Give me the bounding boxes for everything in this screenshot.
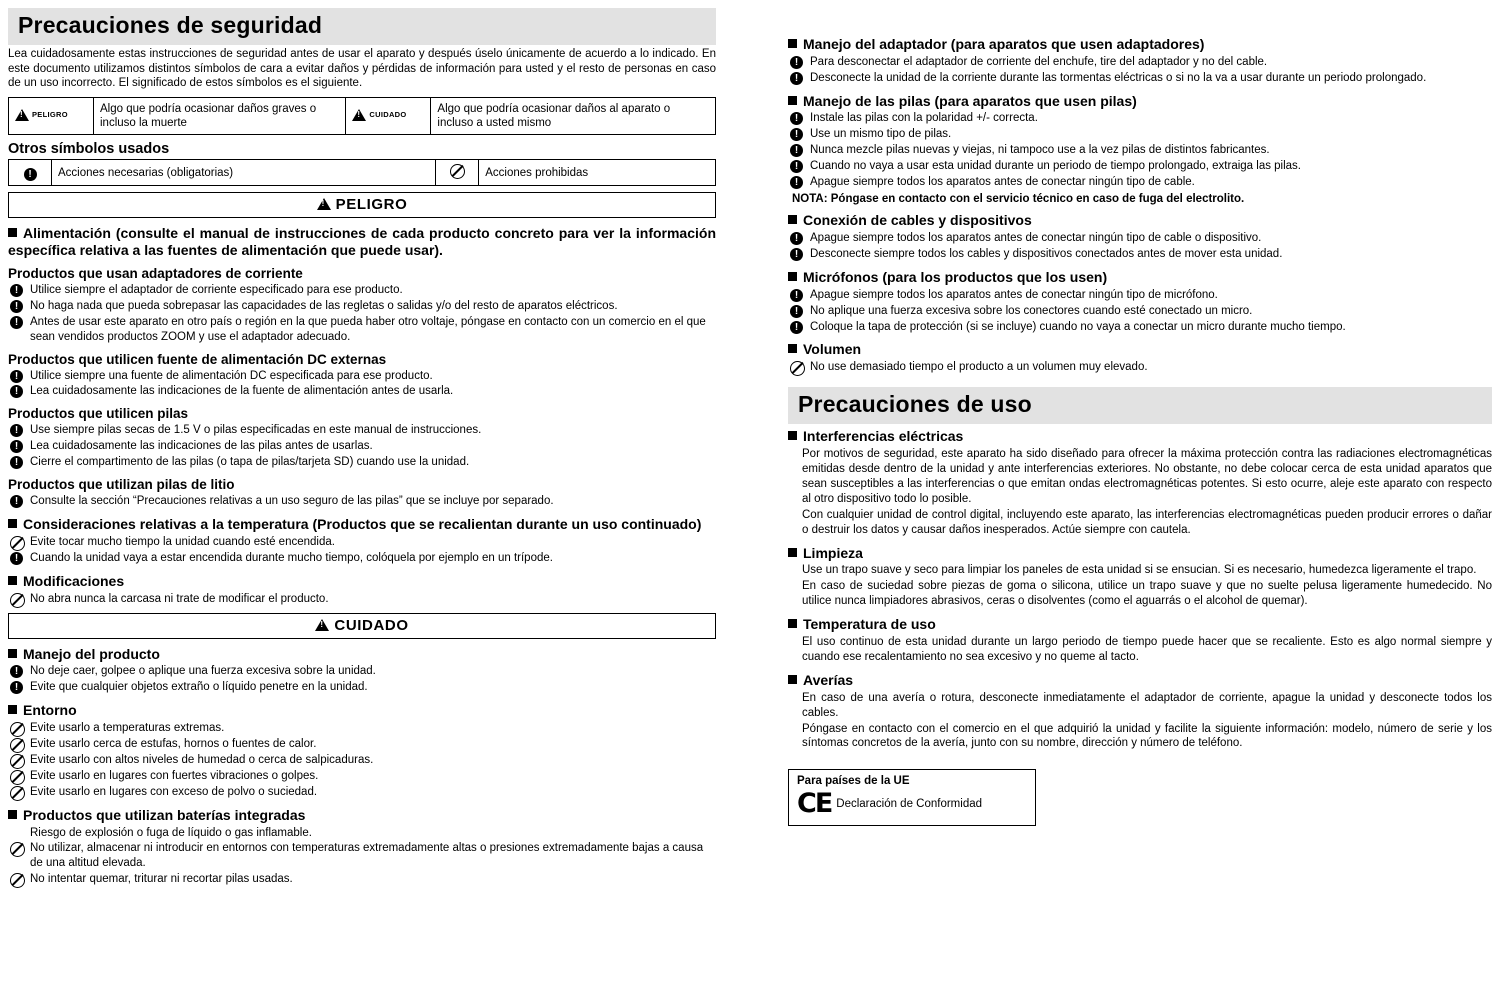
black-square-icon xyxy=(788,548,797,557)
list-item-text: No abra nunca la carcasa ni trate de modificar el producto. xyxy=(30,592,329,605)
prohibited-circle-icon xyxy=(10,842,25,857)
right-column xyxy=(788,8,1492,826)
exclamation-filled-circle-icon: ! xyxy=(790,176,803,189)
black-square-icon xyxy=(8,519,17,528)
black-square-icon xyxy=(788,39,797,48)
exclamation-filled-circle-icon: ! xyxy=(10,440,23,453)
list-item xyxy=(8,283,716,298)
subsection-title-dc-externas: Productos que utilicen fuente de alimentación DC externas xyxy=(8,351,387,367)
table-row xyxy=(9,98,716,135)
black-square-icon xyxy=(8,810,17,819)
exclamation-filled-circle-icon: ! xyxy=(790,160,803,173)
list-item xyxy=(788,143,1492,158)
list-item-text: Evite que cualquier objetos extraño o líquido penetre en la unidad. xyxy=(30,681,368,694)
list-item xyxy=(8,439,716,454)
list-item-text: Apague siempre todos los aparatos antes de conectar ningún tipo de micrófono. xyxy=(810,288,1218,301)
black-square-icon xyxy=(788,675,797,684)
list-item xyxy=(788,320,1492,335)
list-item xyxy=(8,872,716,887)
exclamation-filled-circle-icon: ! xyxy=(790,289,803,302)
list-item xyxy=(8,769,716,784)
limpieza-paragraph-1: Use un trapo suave y seco para limpiar los paneles de esta unidad si se ensucian. Si es necesario, humedezca ligeramente el trapo. xyxy=(802,564,1477,577)
exclamation-filled-circle-icon: ! xyxy=(10,495,23,508)
exclamation-filled-circle-icon: ! xyxy=(10,665,23,678)
warning-triangle-icon-cell xyxy=(9,98,94,135)
list-item-text: Para desconectar el adaptador de corriente del enchufe, tire del adaptador y no del cable. xyxy=(810,55,1268,68)
section-heading-text: Averías xyxy=(803,671,854,688)
section-heading-baterias-integradas xyxy=(8,807,716,824)
list-item-text: Utilice siempre el adaptador de corriente especificado para ese producto. xyxy=(30,283,403,296)
list-item xyxy=(8,455,716,470)
other-symbols-table xyxy=(8,159,716,186)
list-item-text: Desconecte siempre todos los cables y dispositivos conectados antes de mover esta unidad. xyxy=(810,247,1283,260)
list-item-text: Nunca mezcle pilas nuevas y viejas, ni tampoco use a la vez pilas de distintos fabricantes. xyxy=(810,144,1270,157)
prohibited-circle-icon xyxy=(10,873,25,888)
list-microfonos xyxy=(788,288,1492,335)
other-symbols-title: Otros símbolos usados xyxy=(8,141,170,158)
list-dc-externas xyxy=(8,369,716,400)
section-heading-text: Modificaciones xyxy=(23,572,125,589)
section-heading-text: Manejo de las pilas (para aparatos que usen pilas) xyxy=(803,92,1137,109)
black-square-icon xyxy=(8,649,17,658)
list-item xyxy=(788,360,1492,375)
list-item xyxy=(8,384,716,399)
list-item-text: Lea cuidadosamente las indicaciones de las pilas antes de usarlas. xyxy=(30,440,373,453)
list-item xyxy=(8,551,716,566)
black-square-icon xyxy=(788,96,797,105)
list-item-text: Consulte la sección “Precauciones relativas a un uso seguro de las pilas” que se incluye por separado. xyxy=(30,495,554,508)
exclamation-filled-circle-icon-cell xyxy=(9,160,52,186)
list-item xyxy=(788,175,1492,190)
section-heading-text: Micrófonos (para los productos que los usen) xyxy=(803,268,1108,285)
list-item-text: Evite tocar mucho tiempo la unidad cuando esté encendida. xyxy=(30,535,335,548)
list-item xyxy=(788,247,1492,262)
list-item-text: Lea cuidadosamente las indicaciones de la fuente de alimentación antes de usarla. xyxy=(30,385,454,398)
list-item-text: No deje caer, golpee o aplique una fuerza excesiva sobre la unidad. xyxy=(30,665,376,678)
prohibited-circle-icon xyxy=(10,722,25,737)
section-heading-temperatura-uso xyxy=(788,616,1492,633)
list-item-text: Coloque la tapa de protección (si se incluye) cuando no vaya a conectar un micro durante mucho tiempo. xyxy=(810,320,1346,333)
list-manejo-producto xyxy=(8,664,716,695)
list-modificaciones xyxy=(8,592,716,607)
danger-alert-bar xyxy=(8,192,716,218)
ce-box-title: Para países de la UE xyxy=(797,775,910,788)
section-heading-text: Manejo del producto xyxy=(23,645,160,662)
list-item-text: Utilice siempre una fuente de alimentación DC especificada para ese producto. xyxy=(30,369,433,382)
section-heading-text: Manejo del adaptador (para aparatos que usen adaptadores) xyxy=(803,36,1205,52)
symbol-description: Acciones necesarias (obligatorias) xyxy=(52,160,436,186)
exclamation-filled-circle-icon: ! xyxy=(790,72,803,85)
list-item xyxy=(8,315,716,345)
black-square-icon xyxy=(788,272,797,281)
exclamation-filled-circle-icon: ! xyxy=(790,128,803,141)
section-heading-text: Interferencias eléctricas xyxy=(803,428,964,445)
warning-triangle-icon xyxy=(315,619,329,631)
exclamation-filled-circle-icon: ! xyxy=(10,456,23,469)
limpieza-paragraph-2: En caso de suciedad sobre piezas de goma o silicona, utilice un trapo suave y que no suelte pelusa ligeramente humedecido. No utilice nunca limpiadores abrasivos, ceras o disolventes (como el aguarrás o el alcohol de quemar). xyxy=(802,580,1492,608)
subsection-title-litio: Productos que utilizan pilas de litio xyxy=(8,477,235,493)
temperatura-uso-paragraph-1: El uso continuo de esta unidad durante un largo periodo de tiempo puede hacer que se recaliente. Esto es algo normal siempre y cuando ese recalentamiento no sea excesivo y no queme al tacto. xyxy=(802,636,1492,663)
symbol-description: Acciones prohibidas xyxy=(479,160,716,186)
section-heading-volumen xyxy=(788,341,1492,358)
exclamation-filled-circle-icon: ! xyxy=(10,385,23,398)
section-heading-temperatura xyxy=(8,516,716,533)
symbol-label: CUIDADO xyxy=(369,110,407,120)
warning-triangle-icon xyxy=(15,109,29,121)
exclamation-filled-circle-icon: ! xyxy=(790,112,803,125)
list-item-text: Evite usarlo en lugares con fuertes vibraciones o golpes. xyxy=(30,769,319,782)
section-heading-alimentacion xyxy=(8,225,716,259)
list-item xyxy=(8,494,716,509)
warning-triangle-icon xyxy=(352,109,366,121)
use-precautions-title: Precauciones de uso xyxy=(798,391,1032,418)
list-conexion-cables xyxy=(788,231,1492,262)
prohibited-circle-icon-cell xyxy=(436,160,479,186)
section-heading-manejo-adaptador xyxy=(788,36,1492,53)
list-item-text: Cierre el compartimento de las pilas (o tapa de pilas/tarjeta SD) cuando use la unidad. xyxy=(30,456,470,469)
list-volumen xyxy=(788,360,1492,375)
list-item xyxy=(8,737,716,752)
list-item xyxy=(8,369,716,384)
exclamation-filled-circle-icon: ! xyxy=(790,305,803,318)
section-heading-modificaciones xyxy=(8,573,716,590)
list-item xyxy=(788,231,1492,246)
list-item-text: Evite usarlo a temperaturas extremas. xyxy=(30,722,225,735)
list-item-text: Antes de usar este aparato en otro país o región en la que pueda haber otro voltaje, póngase en contacto con un comercio en el que sean vendidos productos ZOOM y use el adaptador adecuado. xyxy=(30,315,706,343)
section-heading-text: Temperatura de uso xyxy=(803,616,936,633)
averias-paragraph-1: En caso de una avería o rotura, desconecte inmediatamente el adaptador de corriente, apague la unidad y desconecte todos los cables. xyxy=(802,691,1492,719)
black-square-icon xyxy=(788,619,797,628)
list-item xyxy=(8,680,716,695)
baterias-lead-text: Riesgo de explosión o fuga de líquido o gas inflamable. xyxy=(30,826,312,839)
list-item-text: No intentar quemar, triturar ni recortar pilas usadas. xyxy=(30,873,293,886)
list-item-text: Evite usarlo con altos niveles de humedad o cerca de salpicaduras. xyxy=(30,753,374,766)
danger-alert-label: PELIGRO xyxy=(335,196,408,214)
table-row xyxy=(9,160,716,186)
left-column xyxy=(8,8,716,888)
list-manejo-adaptador xyxy=(788,55,1492,86)
section-heading-interferencias xyxy=(788,428,1492,445)
list-item xyxy=(8,664,716,679)
exclamation-filled-circle-icon: ! xyxy=(10,300,23,313)
section-heading-text: Conexión de cables y dispositivos xyxy=(803,212,1032,229)
list-item xyxy=(788,71,1492,86)
exclamation-filled-circle-icon: ! xyxy=(790,321,803,334)
prohibited-circle-icon xyxy=(790,361,805,376)
section-heading-microfonos xyxy=(788,269,1492,286)
list-item-text: No use demasiado tiempo el producto a un volumen muy elevado. xyxy=(810,361,1148,374)
prohibited-circle-icon xyxy=(10,770,25,785)
exclamation-filled-circle-icon: ! xyxy=(790,248,803,261)
caution-alert-label: CUIDADO xyxy=(334,616,409,634)
section-heading-text: Entorno xyxy=(23,702,77,719)
list-item xyxy=(8,535,716,550)
section-heading-text: Volumen xyxy=(803,341,862,358)
list-entorno xyxy=(8,721,716,800)
black-square-icon xyxy=(8,705,17,714)
exclamation-filled-circle-icon: ! xyxy=(10,284,23,297)
black-square-icon xyxy=(8,228,17,237)
exclamation-filled-circle-icon: ! xyxy=(10,316,23,329)
interferencias-paragraph-1: Por motivos de seguridad, este aparato ha sido diseñado para ofrecer la máxima protección contra las radiaciones electromagnéticas emitidas desde dentro de la unidad y ante interferencias exteriores. No obstante, no debe colocar cerca de esta unidad aparatos que sean susceptibles a las interferencias o que emitan ondas electromagnéticas potentes. Si esto ocurre, aleje este aparato con respecto al otro dispositivo todo lo posible. xyxy=(802,447,1492,505)
warning-triangle-icon-cell xyxy=(346,98,431,135)
section-heading-conexion-cables xyxy=(788,212,1492,229)
exclamation-filled-circle-icon: ! xyxy=(790,56,803,69)
safety-precautions-banner xyxy=(8,8,716,45)
interferencias-paragraph-2: Con cualquier unidad de control digital, incluyendo este aparato, las interferencias electromagnéticas pueden producir errores o dañar o destruir los datos y causar daños inesperados. Actúe siempre con cautela. xyxy=(802,508,1492,536)
list-litio xyxy=(8,494,716,509)
prohibited-circle-icon xyxy=(10,786,25,801)
list-item xyxy=(788,111,1492,126)
section-heading-text: Limpieza xyxy=(803,544,863,561)
section-heading-averias xyxy=(788,672,1492,689)
section-heading-text: Alimentación (consulte el manual de instrucciones de cada producto concreto para ver la información específica relativa a las fuentes de alimentación que puede usar). xyxy=(8,225,716,258)
ce-declaration-box xyxy=(788,769,1036,826)
ce-mark-icon: CE xyxy=(797,788,832,820)
list-item-text: Cuando la unidad vaya a estar encendida durante mucho tiempo, colóquela por ejemplo en un trípode. xyxy=(30,551,553,564)
list-baterias-integradas xyxy=(8,841,716,887)
exclamation-filled-circle-icon: ! xyxy=(10,424,23,437)
list-item-text: Apague siempre todos los aparatos antes de conectar ningún tipo de cable. xyxy=(810,176,1195,189)
section-heading-limpieza xyxy=(788,545,1492,562)
black-square-icon xyxy=(8,576,17,585)
list-item-text: No utilizar, almacenar ni introducir en entornos con temperaturas extremadamente altas o presiones extremadamente bajas a causa de una altitud elevada. xyxy=(30,842,704,870)
list-item xyxy=(8,841,716,871)
exclamation-filled-circle-icon: ! xyxy=(790,232,803,245)
ce-box-text: Declaración de Conformidad xyxy=(836,797,983,810)
list-item xyxy=(788,159,1492,174)
symbol-label: PELIGRO xyxy=(32,110,68,120)
danger-symbol-table xyxy=(8,97,716,135)
list-item-text: Cuando no vaya a usar esta unidad durante un periodo de tiempo prolongado, extraiga las pilas. xyxy=(810,160,1302,173)
list-item-text: Use siempre pilas secas de 1.5 V o pilas especificadas en este manual de instrucciones. xyxy=(30,424,482,437)
symbol-description: Algo que podría ocasionar daños al aparato o incluso a usted mismo xyxy=(431,98,716,135)
prohibited-circle-icon xyxy=(10,536,25,551)
list-item xyxy=(788,127,1492,142)
black-square-icon xyxy=(788,431,797,440)
list-item-text: No haga nada que pueda sobrepasar las capacidades de las regletas o salidas y/o del resto de aparatos eléctricos. xyxy=(30,299,618,312)
list-item xyxy=(8,721,716,736)
section-heading-manejo-producto xyxy=(8,646,716,663)
list-item-text: Desconecte la unidad de la corriente durante las tormentas eléctricas o si no la va a usar durante un periodo prolongado. xyxy=(810,71,1427,84)
electrolyte-note: NOTA: Póngase en contacto con el servicio técnico en caso de fuga del electrolito. xyxy=(792,193,1245,206)
use-precautions-banner xyxy=(788,387,1492,424)
list-temperatura xyxy=(8,535,716,566)
section-heading-manejo-pilas xyxy=(788,93,1492,110)
list-item-text: Use un mismo tipo de pilas. xyxy=(810,128,952,141)
section-heading-text: Consideraciones relativas a la temperatura (Productos que se recalientan durante un uso continuado) xyxy=(23,516,702,533)
list-item xyxy=(8,592,716,607)
list-item xyxy=(8,299,716,314)
averias-paragraph-2: Póngase en contacto con el comercio en el que adquirió la unidad y facilite la siguiente información: modelo, número de serie y los síntomas concretos de la avería, junto con su nombre, dirección y número de teléfono. xyxy=(802,722,1492,750)
list-item-text: Instale las pilas con la polaridad +/- correcta. xyxy=(810,112,1038,125)
section-heading-text: Productos que utilizan baterías integradas xyxy=(23,806,306,823)
black-square-icon xyxy=(788,344,797,353)
exclamation-filled-circle-icon: ! xyxy=(24,168,37,181)
exclamation-filled-circle-icon: ! xyxy=(10,370,23,383)
list-adaptadores xyxy=(8,283,716,345)
section-heading-entorno xyxy=(8,702,716,719)
ce-row xyxy=(797,788,1027,820)
subsection-title-pilas: Productos que utilicen pilas xyxy=(8,406,189,422)
list-item xyxy=(788,304,1492,319)
list-item xyxy=(8,753,716,768)
exclamation-filled-circle-icon: ! xyxy=(10,681,23,694)
list-item xyxy=(8,785,716,800)
list-item-text: No aplique una fuerza excesiva sobre los conectores cuando esté conectado un micro. xyxy=(810,304,1253,317)
subsection-title-adaptadores: Productos que usan adaptadores de corriente xyxy=(8,265,303,281)
caution-alert-bar xyxy=(8,613,716,639)
prohibited-circle-icon xyxy=(450,164,465,179)
list-item xyxy=(788,55,1492,70)
prohibited-circle-icon xyxy=(10,754,25,769)
list-item-text: Evite usarlo cerca de estufas, hornos o fuentes de calor. xyxy=(30,737,317,750)
prohibited-circle-icon xyxy=(10,593,25,608)
exclamation-filled-circle-icon: ! xyxy=(10,552,23,565)
prohibited-circle-icon xyxy=(10,738,25,753)
page-title: Precauciones de seguridad xyxy=(18,12,323,38)
list-item xyxy=(8,423,716,438)
black-square-icon xyxy=(788,215,797,224)
list-manejo-pilas xyxy=(788,111,1492,190)
exclamation-filled-circle-icon: ! xyxy=(790,144,803,157)
list-item-text: Apague siempre todos los aparatos antes de conectar ningún tipo de cable o dispositivo. xyxy=(810,231,1262,244)
symbol-description: Algo que podría ocasionar daños graves o incluso la muerte xyxy=(94,98,346,135)
warning-triangle-icon xyxy=(317,198,331,210)
intro-paragraph: Lea cuidadosamente estas instrucciones de seguridad antes de usar el aparato y después úselo únicamente de acuerdo a lo indicado. En este documento utilizamos distintos símbolos de cara a evitar daños y pérdidas de información para usted y el resto de personas en caso de un uso incorrecto. El significado de estos símbolos es el siguiente. xyxy=(8,48,716,90)
list-item xyxy=(788,288,1492,303)
list-pilas xyxy=(8,423,716,470)
list-item-text: Evite usarlo en lugares con exceso de polvo o suciedad. xyxy=(30,785,318,798)
